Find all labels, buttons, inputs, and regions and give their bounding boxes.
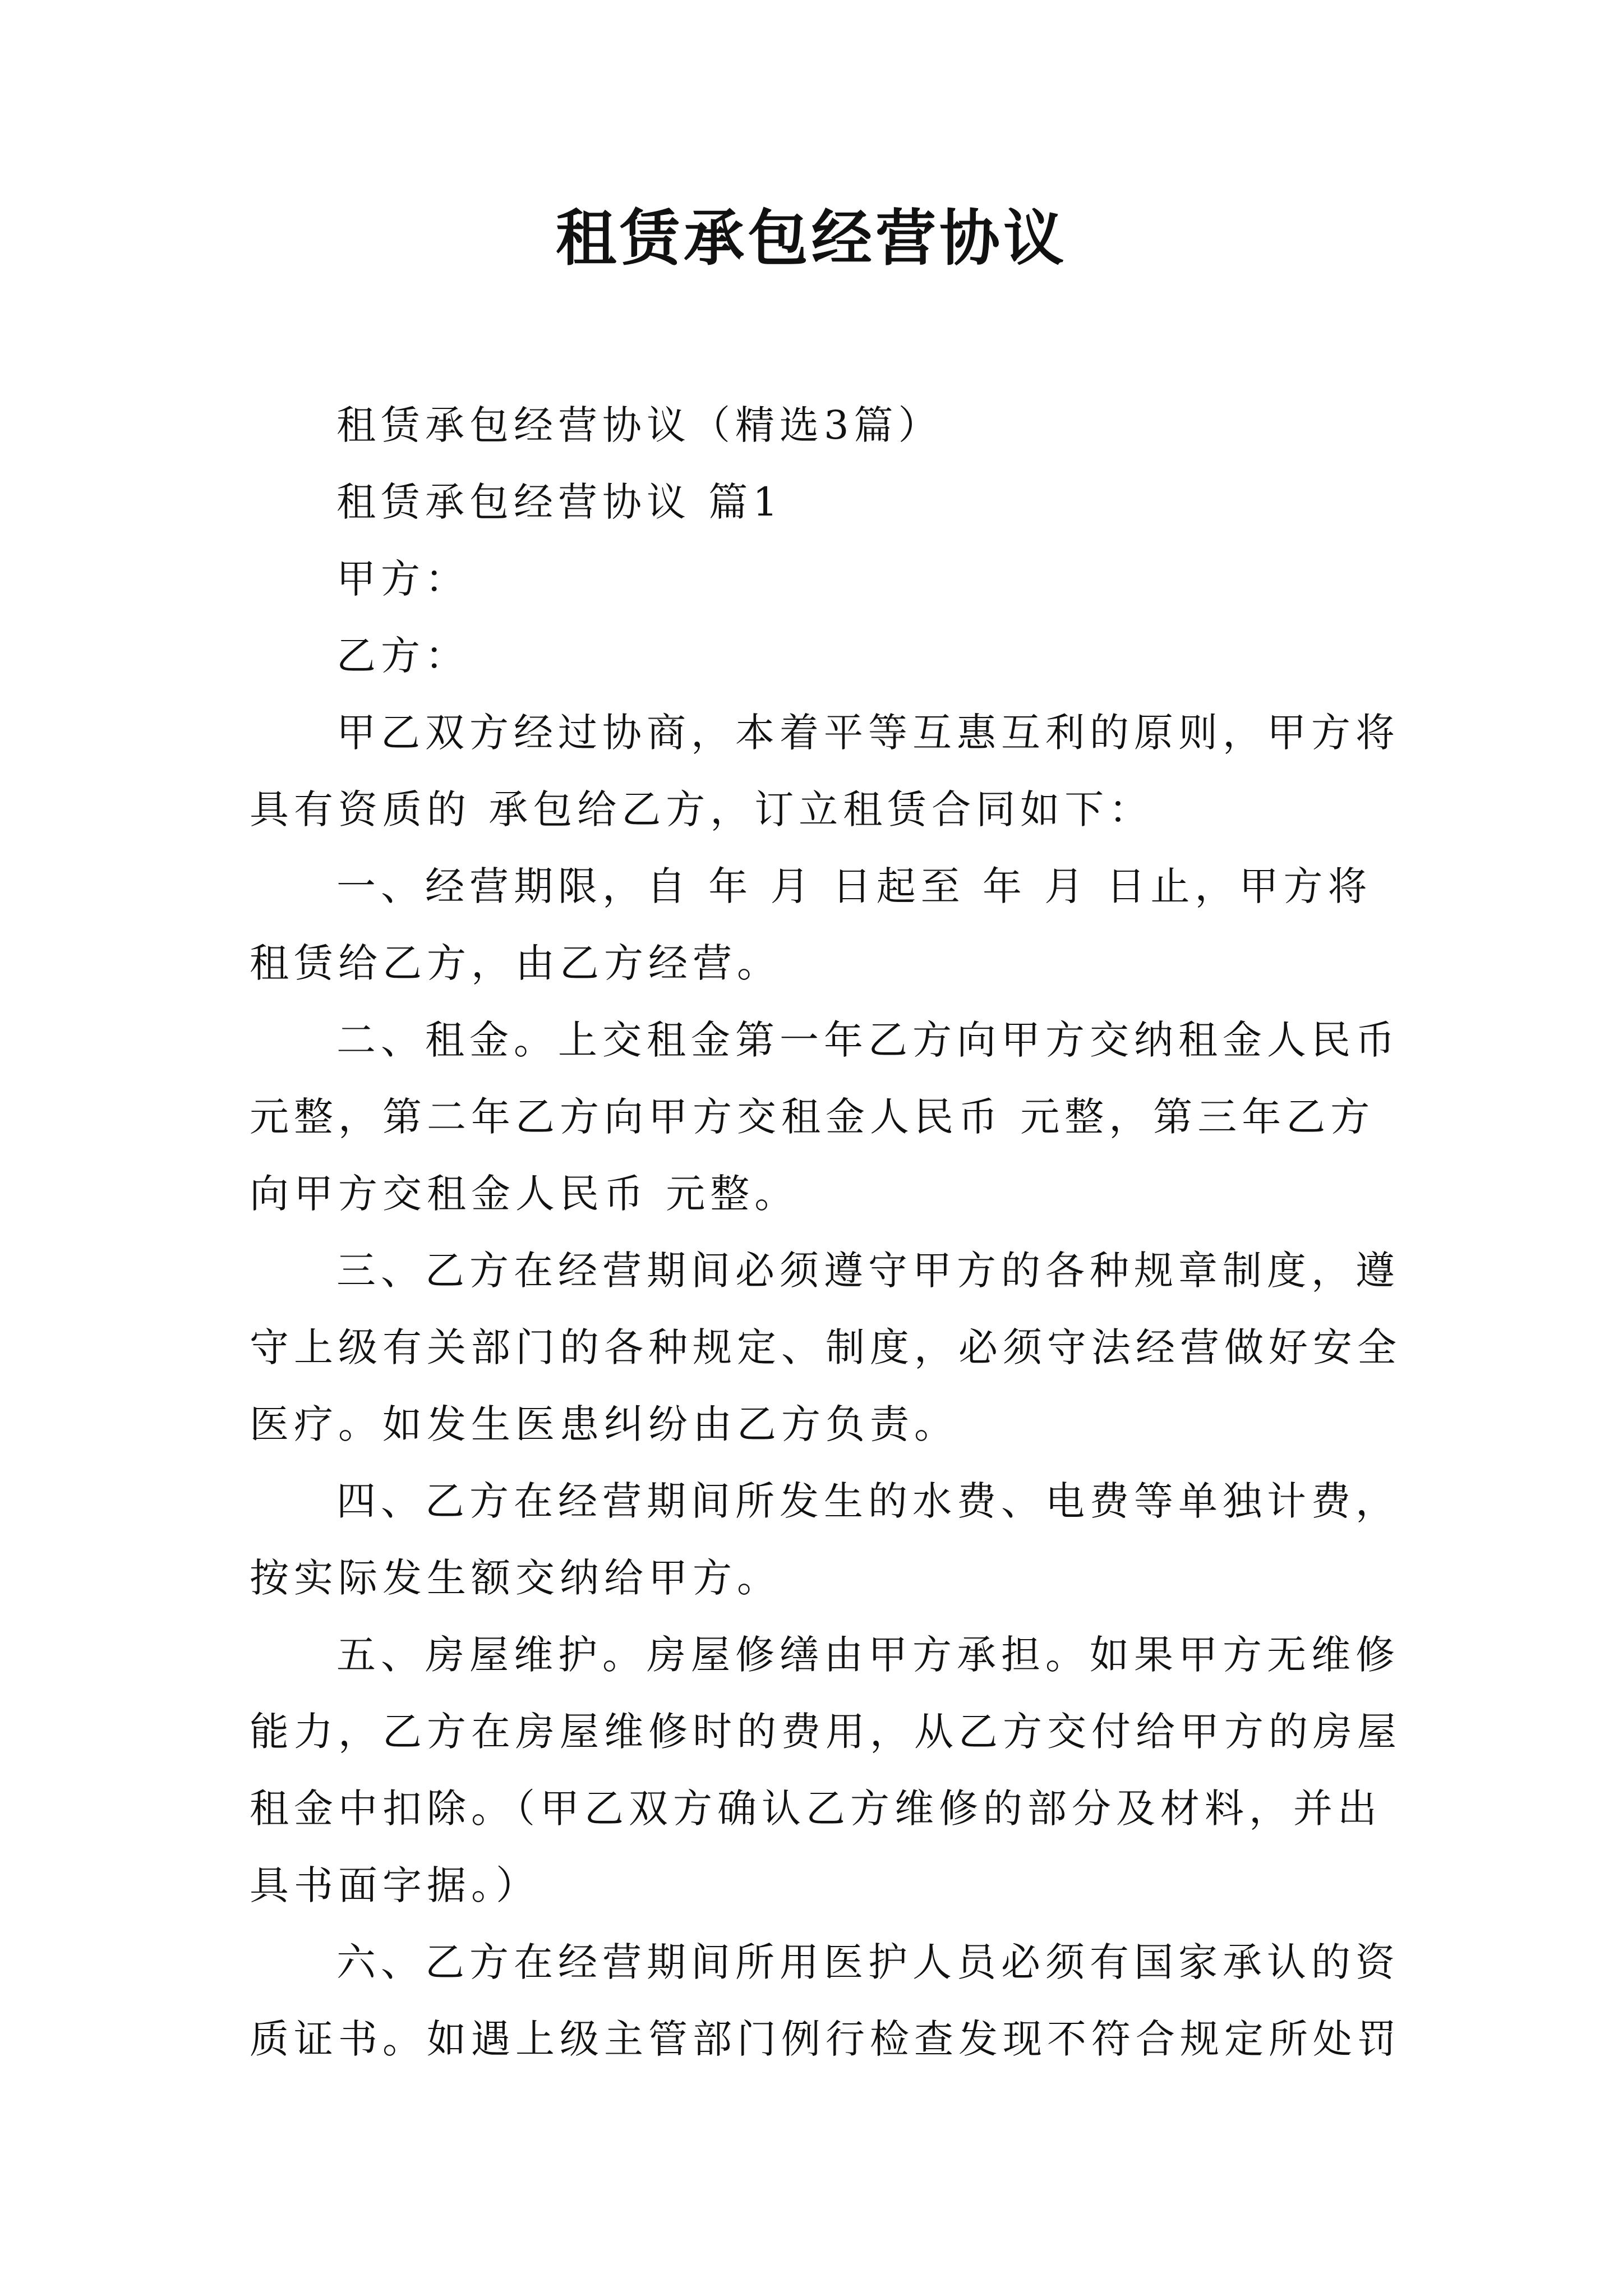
- clause-6-line-2: 质证书。如遇上级主管部门例行检查发现不符合规定所处罚: [250, 2016, 1401, 2062]
- subtitle-line: 租赁承包经营协议（精选3篇）: [336, 402, 943, 448]
- clause-5-line-2: 能力，乙方在房屋维修时的费用，从乙方交付给甲方的房屋: [250, 1709, 1401, 1755]
- clause-5-line-4: 具书面字据。）: [250, 1862, 540, 1908]
- section-heading: 租赁承包经营协议 篇1: [336, 479, 783, 525]
- clause-4-line-1: 四、乙方在经营期间所发生的水费、电费等单独计费，: [336, 1478, 1400, 1524]
- clause-2-line-1: 二、租金。上交租金第一年乙方向甲方交纳租金人民币: [336, 1017, 1400, 1063]
- clause-6-line-1: 六、乙方在经营期间所用医护人员必须有国家承认的资: [336, 1939, 1400, 1985]
- clause-5-line-1: 五、房屋维护。房屋修缮由甲方承担。如果甲方无维修: [336, 1632, 1400, 1678]
- clause-2-line-3: 向甲方交租金人民币 元整。: [250, 1171, 799, 1217]
- clause-3-line-1: 三、乙方在经营期间必须遵守甲方的各种规章制度，遵: [336, 1248, 1400, 1294]
- party-b-label: 乙方：: [336, 633, 469, 679]
- clause-4-line-2: 按实际发生额交纳给甲方。: [250, 1555, 781, 1601]
- clause-2-line-2: 元整，第二年乙方向甲方交租金人民币 元整，第三年乙方: [250, 1094, 1375, 1140]
- clause-5-line-3: 租金中扣除。（甲乙双方确认乙方维修的部分及材料，并出: [250, 1786, 1382, 1832]
- paragraph-intro-line-1: 甲乙双方经过协商，本着平等互惠互利的原则，甲方将: [336, 710, 1400, 756]
- document-title: 租赁承包经营协议: [555, 203, 1067, 274]
- clause-3-line-3: 医疗。如发生医患纠纷由乙方负责。: [250, 1401, 958, 1447]
- clause-3-line-2: 守上级有关部门的各种规定、制度，必须守法经营做好安全: [250, 1324, 1401, 1370]
- party-a-label: 甲方：: [336, 556, 469, 602]
- paragraph-intro-line-2: 具有资质的 承包给乙方，订立租赁合同如下：: [250, 786, 1154, 832]
- clause-1-line-1: 一、经营期限，自 年 月 日起至 年 月 日止，甲方将: [336, 863, 1372, 909]
- clause-1-line-2: 租赁给乙方，由乙方经营。: [250, 940, 781, 986]
